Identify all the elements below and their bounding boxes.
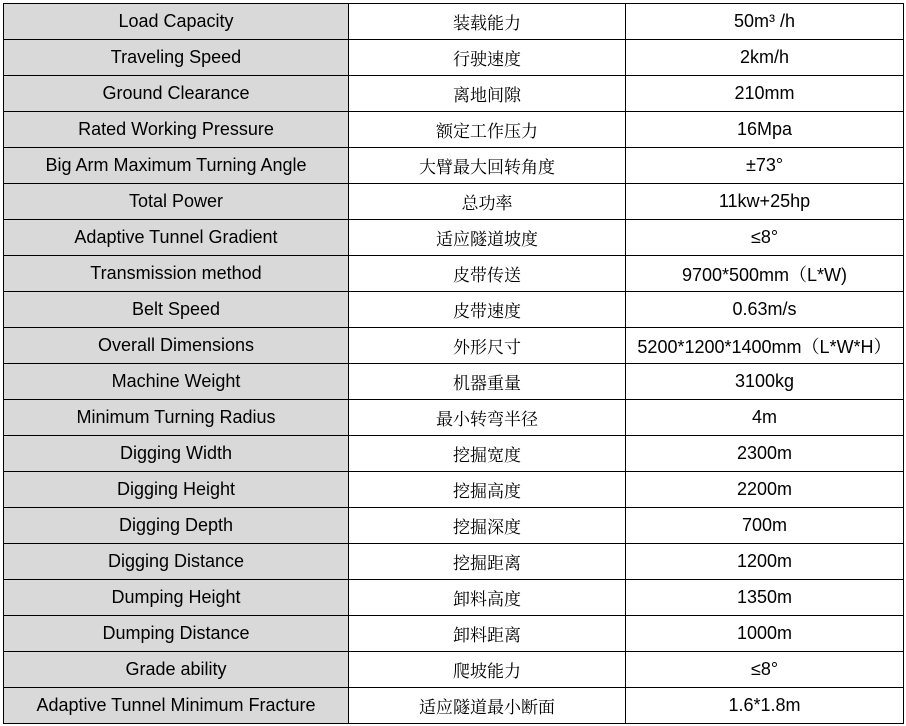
param-value: 11kw+25hp (626, 184, 904, 220)
param-name-en: Transmission method (4, 256, 349, 292)
table-row (4, 580, 904, 616)
table-row (4, 184, 904, 220)
param-value: ±73° (626, 148, 904, 184)
param-value: 210mm (626, 76, 904, 112)
param-name-en: Traveling Speed (4, 40, 349, 76)
param-value: ≤8° (626, 220, 904, 256)
table-row (4, 688, 904, 724)
table-row (4, 436, 904, 472)
param-value: 1000m (626, 616, 904, 652)
param-name-zh: 爬坡能力 (349, 652, 626, 688)
param-name-en: Total Power (4, 184, 349, 220)
table-row (4, 292, 904, 328)
table-row (4, 4, 904, 40)
param-value: 1200m (626, 544, 904, 580)
param-name-en: Belt Speed (4, 292, 349, 328)
table-row (4, 148, 904, 184)
param-value: 0.63m/s (626, 292, 904, 328)
param-name-en: Minimum Turning Radius (4, 400, 349, 436)
param-name-en: Digging Distance (4, 544, 349, 580)
param-value: 3100kg (626, 364, 904, 400)
table-row (4, 616, 904, 652)
param-name-en: Dumping Height (4, 580, 349, 616)
param-name-zh: 适应隧道最小断面 (349, 688, 626, 724)
param-name-zh: 卸料距离 (349, 616, 626, 652)
param-name-zh: 挖掘宽度 (349, 436, 626, 472)
param-value: 2km/h (626, 40, 904, 76)
table-row (4, 40, 904, 76)
param-name-en: Digging Depth (4, 508, 349, 544)
param-value: 50m³ /h (626, 4, 904, 40)
param-name-zh: 装载能力 (349, 4, 626, 40)
param-value: 1.6*1.8m (626, 688, 904, 724)
param-name-en: Big Arm Maximum Turning Angle (4, 148, 349, 184)
param-value: 4m (626, 400, 904, 436)
param-name-zh: 额定工作压力 (349, 112, 626, 148)
param-name-en: Rated Working Pressure (4, 112, 349, 148)
param-name-en: Digging Width (4, 436, 349, 472)
param-name-en: Adaptive Tunnel Gradient (4, 220, 349, 256)
param-name-zh: 挖掘距离 (349, 544, 626, 580)
param-name-en: Dumping Distance (4, 616, 349, 652)
table-row (4, 220, 904, 256)
param-name-zh: 离地间隙 (349, 76, 626, 112)
table-row (4, 112, 904, 148)
table-row (4, 652, 904, 688)
param-name-zh: 总功率 (349, 184, 626, 220)
param-name-zh: 大臂最大回转角度 (349, 148, 626, 184)
param-name-zh: 行驶速度 (349, 40, 626, 76)
spec-table-body (4, 4, 904, 724)
param-name-en: Overall Dimensions (4, 328, 349, 364)
table-row (4, 508, 904, 544)
param-value: 2200m (626, 472, 904, 508)
param-name-zh: 挖掘深度 (349, 508, 626, 544)
param-name-en: Machine Weight (4, 364, 349, 400)
param-name-en: Ground Clearance (4, 76, 349, 112)
table-row (4, 544, 904, 580)
param-name-zh: 皮带传送 (349, 256, 626, 292)
table-row (4, 76, 904, 112)
param-value: ≤8° (626, 652, 904, 688)
table-row (4, 364, 904, 400)
param-name-en: Adaptive Tunnel Minimum Fracture (4, 688, 349, 724)
spec-table (3, 3, 904, 724)
param-name-zh: 机器重量 (349, 364, 626, 400)
param-name-zh: 卸料高度 (349, 580, 626, 616)
param-name-zh: 皮带速度 (349, 292, 626, 328)
param-value: 5200*1200*1400mm（L*W*H） (626, 328, 904, 364)
param-name-en: Grade ability (4, 652, 349, 688)
param-name-en: Digging Height (4, 472, 349, 508)
param-value: 16Mpa (626, 112, 904, 148)
table-row (4, 328, 904, 364)
table-row (4, 400, 904, 436)
param-value: 2300m (626, 436, 904, 472)
param-value: 1350m (626, 580, 904, 616)
param-name-zh: 最小转弯半径 (349, 400, 626, 436)
param-value: 700m (626, 508, 904, 544)
param-value: 9700*500mm（L*W) (626, 256, 904, 292)
param-name-zh: 适应隧道坡度 (349, 220, 626, 256)
param-name-en: Load Capacity (4, 4, 349, 40)
param-name-zh: 挖掘高度 (349, 472, 626, 508)
table-row (4, 256, 904, 292)
table-row (4, 472, 904, 508)
param-name-zh: 外形尺寸 (349, 328, 626, 364)
